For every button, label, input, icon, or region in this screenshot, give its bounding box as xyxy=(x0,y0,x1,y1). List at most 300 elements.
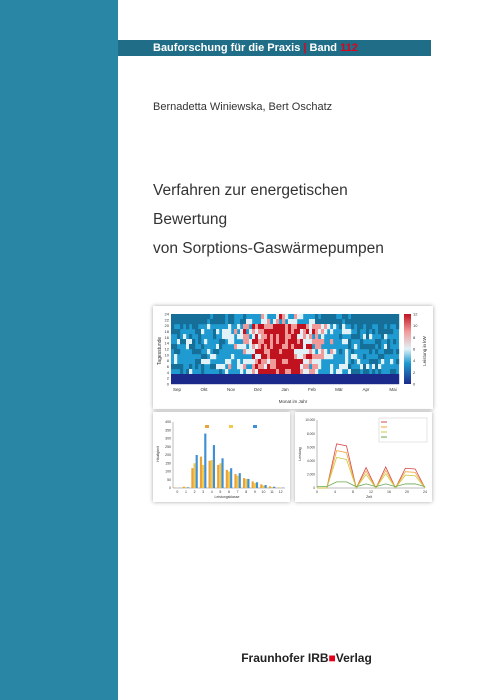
heatmap-cell xyxy=(285,324,288,329)
heatmap-cell xyxy=(393,379,396,384)
heatmap-cell xyxy=(192,379,195,384)
bar-chart-y-tick: 0 xyxy=(169,486,171,491)
heatmap-cell xyxy=(231,354,234,359)
heatmap-cell xyxy=(237,374,240,379)
heatmap-cell xyxy=(321,329,324,334)
heatmap-cell xyxy=(204,359,207,364)
heatmap-cell xyxy=(321,319,324,324)
heatmap-cell xyxy=(354,344,357,349)
heatmap-cell xyxy=(297,344,300,349)
heatmap-cell xyxy=(366,329,369,334)
heatmap-y-tick: 10 xyxy=(164,352,169,358)
heatmap-cell xyxy=(294,364,297,369)
heatmap-cell xyxy=(282,324,285,329)
heatmap-y-tick: 4 xyxy=(166,369,169,375)
heatmap-cell xyxy=(252,324,255,329)
heatmap-cell xyxy=(195,329,198,334)
bar-chart-x-tick: 0 xyxy=(176,490,179,494)
bar-chart-x-ticks xyxy=(176,490,282,494)
heatmap-cell xyxy=(330,364,333,369)
bar xyxy=(254,483,256,488)
bar xyxy=(265,485,267,488)
heatmap-cell xyxy=(279,379,282,384)
heatmap-cell xyxy=(330,379,333,384)
heatmap-cell xyxy=(198,339,201,344)
heatmap-cell xyxy=(378,379,381,384)
heatmap-cell xyxy=(279,349,282,354)
heatmap-cell xyxy=(342,339,345,344)
heatmap-cell xyxy=(246,359,249,364)
heatmap-cell xyxy=(300,369,303,374)
heatmap-cell xyxy=(192,374,195,379)
bar xyxy=(213,445,215,488)
heatmap-cell xyxy=(225,374,228,379)
heatmap-cell xyxy=(198,359,201,364)
heatmap-cell xyxy=(330,319,333,324)
bar xyxy=(245,479,247,488)
heatmap-cell xyxy=(264,354,267,359)
bar-chart-x-tick: 12 xyxy=(278,490,283,494)
heatmap-cell xyxy=(303,374,306,379)
heatmap-cell xyxy=(318,374,321,379)
heatmap-cell xyxy=(378,369,381,374)
heatmap-cell xyxy=(261,319,264,324)
heatmap-cell xyxy=(288,339,291,344)
heatmap-cell xyxy=(348,369,351,374)
heatmap-cell xyxy=(318,354,321,359)
heatmap-cell xyxy=(174,354,177,359)
heatmap-cell xyxy=(372,314,375,319)
heatmap-cell xyxy=(384,344,387,349)
heatmap-cell xyxy=(219,379,222,384)
heatmap-cell xyxy=(279,334,282,339)
heatmap-cell xyxy=(324,374,327,379)
heatmap-cell xyxy=(333,374,336,379)
heatmap-cell xyxy=(294,339,297,344)
heatmap-cell xyxy=(261,354,264,359)
heatmap-cell xyxy=(252,344,255,349)
bar xyxy=(269,486,271,488)
heatmap-cell xyxy=(390,329,393,334)
heatmap-cell xyxy=(291,379,294,384)
heatmap-cell xyxy=(297,329,300,334)
heatmap-cell xyxy=(354,369,357,374)
heatmap-cell xyxy=(177,379,180,384)
heatmap-cell xyxy=(228,319,231,324)
heatmap-cell xyxy=(345,319,348,324)
heatmap-cell xyxy=(315,329,318,334)
heatmap-cell xyxy=(312,329,315,334)
heatmap-cell xyxy=(303,339,306,344)
heatmap-cell xyxy=(285,369,288,374)
heatmap-cell xyxy=(330,314,333,319)
heatmap-cell xyxy=(345,364,348,369)
heatmap-cell xyxy=(177,314,180,319)
heatmap-cell xyxy=(210,319,213,324)
heatmap-cell xyxy=(306,379,309,384)
heatmap-cell xyxy=(279,374,282,379)
heatmap-cell xyxy=(174,314,177,319)
heatmap-cell xyxy=(288,369,291,374)
heatmap-cell xyxy=(186,344,189,349)
heatmap-cell xyxy=(282,349,285,354)
heatmap-cell xyxy=(234,344,237,349)
heatmap-cell xyxy=(357,359,360,364)
heatmap-cell xyxy=(213,334,216,339)
heatmap-x-tick: Apr xyxy=(362,387,370,392)
heatmap-cell xyxy=(207,379,210,384)
heatmap-cell xyxy=(276,319,279,324)
heatmap-cell xyxy=(291,324,294,329)
heatmap-colorbar-tick: 10 xyxy=(413,323,418,329)
heatmap-cell xyxy=(264,319,267,324)
heatmap-cell xyxy=(291,359,294,364)
heatmap-cell xyxy=(330,354,333,359)
heatmap-cell xyxy=(324,379,327,384)
heatmap-cell xyxy=(252,329,255,334)
bar xyxy=(271,487,273,488)
heatmap-cell xyxy=(321,374,324,379)
heatmap-cell xyxy=(351,324,354,329)
bar xyxy=(193,463,195,488)
heatmap-cell xyxy=(303,329,306,334)
heatmap-cell xyxy=(171,379,174,384)
heatmap-cell xyxy=(207,359,210,364)
heatmap-cell xyxy=(264,379,267,384)
heatmap-cell xyxy=(276,334,279,339)
heatmap-cell xyxy=(324,329,327,334)
heatmap-cell xyxy=(273,364,276,369)
heatmap-cell xyxy=(282,344,285,349)
heatmap-cell xyxy=(354,354,357,359)
heatmap-cell xyxy=(312,359,315,364)
heatmap-cell xyxy=(300,374,303,379)
title-line-2: von Sorptions-Gaswärmepumpen xyxy=(153,240,384,257)
heatmap-cell xyxy=(285,364,288,369)
heatmap-cell xyxy=(243,344,246,349)
heatmap-cell xyxy=(189,319,192,324)
heatmap-cell xyxy=(345,329,348,334)
heatmap-cell xyxy=(294,329,297,334)
heatmap-cell xyxy=(357,314,360,319)
heatmap-cell xyxy=(249,379,252,384)
heatmap-cell xyxy=(330,339,333,344)
heatmap-cell xyxy=(204,354,207,359)
heatmap-cell xyxy=(315,314,318,319)
heatmap-cell xyxy=(351,349,354,354)
heatmap-cell xyxy=(198,319,201,324)
heatmap-cell xyxy=(201,359,204,364)
heatmap-cell xyxy=(336,379,339,384)
heatmap-cell xyxy=(306,364,309,369)
bar-chart-y-tick: 350 xyxy=(165,428,171,433)
heatmap-cell xyxy=(180,379,183,384)
heatmap-cell xyxy=(216,314,219,319)
heatmap-cell xyxy=(378,324,381,329)
heatmap-y-tick: 16 xyxy=(164,334,169,340)
heatmap-cell xyxy=(192,349,195,354)
heatmap-cell xyxy=(258,379,261,384)
heatmap-cell xyxy=(180,364,183,369)
heatmap-cell xyxy=(384,349,387,354)
heatmap-cell xyxy=(225,329,228,334)
line-chart-svg xyxy=(295,412,432,502)
heatmap-cell xyxy=(378,319,381,324)
heatmap-cell xyxy=(300,354,303,359)
heatmap-cell xyxy=(366,374,369,379)
heatmap-cell xyxy=(360,374,363,379)
band-label: Band xyxy=(309,42,338,54)
line-chart-x-tick: 24 xyxy=(423,490,427,494)
heatmap-cell xyxy=(306,334,309,339)
heatmap-cell xyxy=(387,329,390,334)
heatmap-cell xyxy=(297,374,300,379)
heatmap-cell xyxy=(342,379,345,384)
heatmap-cell xyxy=(390,369,393,374)
heatmap-y-tick: 2 xyxy=(166,375,169,381)
heatmap-cell xyxy=(372,369,375,374)
heatmap-cell xyxy=(198,334,201,339)
heatmap-cell xyxy=(243,349,246,354)
heatmap-cell xyxy=(222,364,225,369)
heatmap-cell xyxy=(189,344,192,349)
heatmap-cell xyxy=(381,334,384,339)
heatmap-cell xyxy=(177,334,180,339)
heatmap-cell xyxy=(285,349,288,354)
publisher-verlag: Verlag xyxy=(335,651,372,665)
line-chart-x-label: Zeit xyxy=(366,495,372,499)
heatmap-cell xyxy=(243,364,246,369)
bar-chart-y-ticks xyxy=(165,420,171,490)
publisher-logo xyxy=(118,651,495,665)
heatmap-cell xyxy=(171,324,174,329)
heatmap-cell xyxy=(351,369,354,374)
heatmap-cell xyxy=(252,354,255,359)
heatmap-cell xyxy=(192,344,195,349)
heatmap-cell xyxy=(255,334,258,339)
heatmap-cell xyxy=(192,314,195,319)
heatmap-cell xyxy=(366,319,369,324)
heatmap-plot-area xyxy=(171,314,399,384)
heatmap-cell xyxy=(303,364,306,369)
bar xyxy=(219,463,221,488)
heatmap-cell xyxy=(282,369,285,374)
line-chart-x-tick: 12 xyxy=(369,490,373,494)
heatmap-cell xyxy=(357,334,360,339)
heatmap-cell xyxy=(297,359,300,364)
heatmap-cell xyxy=(195,364,198,369)
heatmap-cell xyxy=(246,374,249,379)
heatmap-cell xyxy=(258,364,261,369)
heatmap-cell xyxy=(243,379,246,384)
heatmap-cell xyxy=(288,379,291,384)
heatmap-cell xyxy=(246,349,249,354)
heatmap-cell xyxy=(195,349,198,354)
bar xyxy=(202,465,204,488)
heatmap-cell xyxy=(351,334,354,339)
heatmap-cell xyxy=(258,334,261,339)
heatmap-cell xyxy=(243,314,246,319)
heatmap-cell xyxy=(294,379,297,384)
heatmap-cell xyxy=(267,334,270,339)
heatmap-cell xyxy=(282,319,285,324)
heatmap-cell xyxy=(234,379,237,384)
heatmap-cell xyxy=(372,359,375,364)
heatmap-cell xyxy=(369,319,372,324)
heatmap-cell xyxy=(318,329,321,334)
heatmap-cell xyxy=(312,379,315,384)
line-chart-y-label: Leistung xyxy=(298,447,302,461)
heatmap-cell xyxy=(267,339,270,344)
bar-chart-y-tick: 400 xyxy=(165,420,171,425)
heatmap-cell xyxy=(297,364,300,369)
heatmap-cell xyxy=(312,349,315,354)
heatmap-cell xyxy=(333,314,336,319)
heatmap-cell xyxy=(216,379,219,384)
heatmap-cell xyxy=(288,329,291,334)
bar-chart-x-tick: 10 xyxy=(261,490,266,494)
heatmap-cell xyxy=(177,364,180,369)
heatmap-colorbar xyxy=(404,314,411,384)
heatmap-cell xyxy=(348,339,351,344)
heatmap-cell xyxy=(213,314,216,319)
heatmap-cell xyxy=(345,379,348,384)
heatmap-cell xyxy=(321,354,324,359)
heatmap-cell xyxy=(360,379,363,384)
heatmap-cell xyxy=(285,354,288,359)
heatmap-cell xyxy=(261,344,264,349)
heatmap-cell xyxy=(171,344,174,349)
heatmap-cell xyxy=(366,324,369,329)
heatmap-svg xyxy=(153,306,433,409)
line-chart-x-tick: 16 xyxy=(387,490,391,494)
heatmap-cell xyxy=(201,374,204,379)
heatmap-cell xyxy=(297,379,300,384)
heatmap-cell xyxy=(318,364,321,369)
heatmap-cell xyxy=(270,324,273,329)
heatmap-y-tick: 0 xyxy=(166,381,169,387)
heatmap-cell xyxy=(201,369,204,374)
heatmap-cell xyxy=(216,319,219,324)
heatmap-cell xyxy=(309,339,312,344)
heatmap-cell xyxy=(396,314,399,319)
heatmap-cell xyxy=(396,324,399,329)
heatmap-cell xyxy=(357,379,360,384)
heatmap-cell xyxy=(378,374,381,379)
heatmap-cell xyxy=(225,334,228,339)
heatmap-cell xyxy=(288,354,291,359)
heatmap-cell xyxy=(384,374,387,379)
heatmap-cell xyxy=(252,339,255,344)
heatmap-cell xyxy=(258,354,261,359)
heatmap-cell xyxy=(264,349,267,354)
heatmap-cell xyxy=(264,334,267,339)
heatmap-cell xyxy=(351,359,354,364)
heatmap-cell xyxy=(345,349,348,354)
heatmap-cell xyxy=(294,314,297,319)
heatmap-cell xyxy=(390,379,393,384)
heatmap-colorbar-tick: 8 xyxy=(413,334,416,340)
bar-chart-y-tick: 100 xyxy=(165,469,171,474)
heatmap-cell xyxy=(258,349,261,354)
series-name: Bauforschung für die Praxis xyxy=(153,42,301,54)
bar-chart-x-tick: 9 xyxy=(253,490,256,494)
heatmap-cell xyxy=(252,349,255,354)
heatmap-cell xyxy=(228,364,231,369)
bar xyxy=(256,482,258,488)
heatmap-cell xyxy=(213,364,216,369)
heatmap-cell xyxy=(186,319,189,324)
heatmap-cell xyxy=(333,324,336,329)
heatmap-cell xyxy=(339,369,342,374)
bar xyxy=(239,473,241,488)
heatmap-cell xyxy=(285,359,288,364)
heatmap-cell xyxy=(291,374,294,379)
heatmap-cell xyxy=(381,319,384,324)
heatmap-cell xyxy=(387,339,390,344)
heatmap-cell xyxy=(306,339,309,344)
heatmap-cell xyxy=(336,369,339,374)
heatmap-cell xyxy=(273,369,276,374)
heatmap-cell xyxy=(186,379,189,384)
heatmap-cell xyxy=(297,369,300,374)
heatmap-cell xyxy=(351,374,354,379)
heatmap-y-tick: 14 xyxy=(164,340,169,346)
heatmap-cell xyxy=(303,354,306,359)
heatmap-cell xyxy=(309,379,312,384)
heatmap-x-tick: Mai xyxy=(389,387,397,392)
heatmap-cell xyxy=(291,334,294,339)
heatmap-cell xyxy=(228,324,231,329)
heatmap-cell xyxy=(222,334,225,339)
heatmap-cell xyxy=(207,374,210,379)
heatmap-cell xyxy=(243,324,246,329)
heatmap-cell xyxy=(375,374,378,379)
heatmap-cell xyxy=(300,364,303,369)
heatmap-cell xyxy=(201,319,204,324)
heatmap-cell xyxy=(288,374,291,379)
heatmap-cell xyxy=(255,339,258,344)
heatmap-cell xyxy=(387,344,390,349)
heatmap-cell xyxy=(189,314,192,319)
heatmap-cell xyxy=(183,374,186,379)
heatmap-cell xyxy=(243,329,246,334)
heatmap-cell xyxy=(231,379,234,384)
heatmap-cell xyxy=(339,319,342,324)
heatmap-cell xyxy=(306,359,309,364)
heatmap-figure xyxy=(153,306,433,409)
heatmap-cell xyxy=(276,339,279,344)
heatmap-cell xyxy=(294,349,297,354)
heatmap-cell xyxy=(222,329,225,334)
heatmap-cell xyxy=(285,379,288,384)
bar-chart-x-tick: 11 xyxy=(270,490,274,494)
heatmap-cell xyxy=(369,359,372,364)
bar xyxy=(252,481,254,488)
heatmap-cell xyxy=(276,329,279,334)
heatmap-cell xyxy=(318,339,321,344)
heatmap-cell xyxy=(354,379,357,384)
legend-swatch-3 xyxy=(253,425,257,428)
publisher-separator: ■ xyxy=(328,651,336,665)
heatmap-cell xyxy=(267,359,270,364)
heatmap-cell xyxy=(366,314,369,319)
heatmap-cell xyxy=(279,369,282,374)
heatmap-cell xyxy=(213,374,216,379)
line-chart-x-tick: 4 xyxy=(334,490,336,494)
heatmap-cell xyxy=(393,339,396,344)
authors: Bernadetta Winiewska, Bert Oschatz xyxy=(153,101,333,113)
